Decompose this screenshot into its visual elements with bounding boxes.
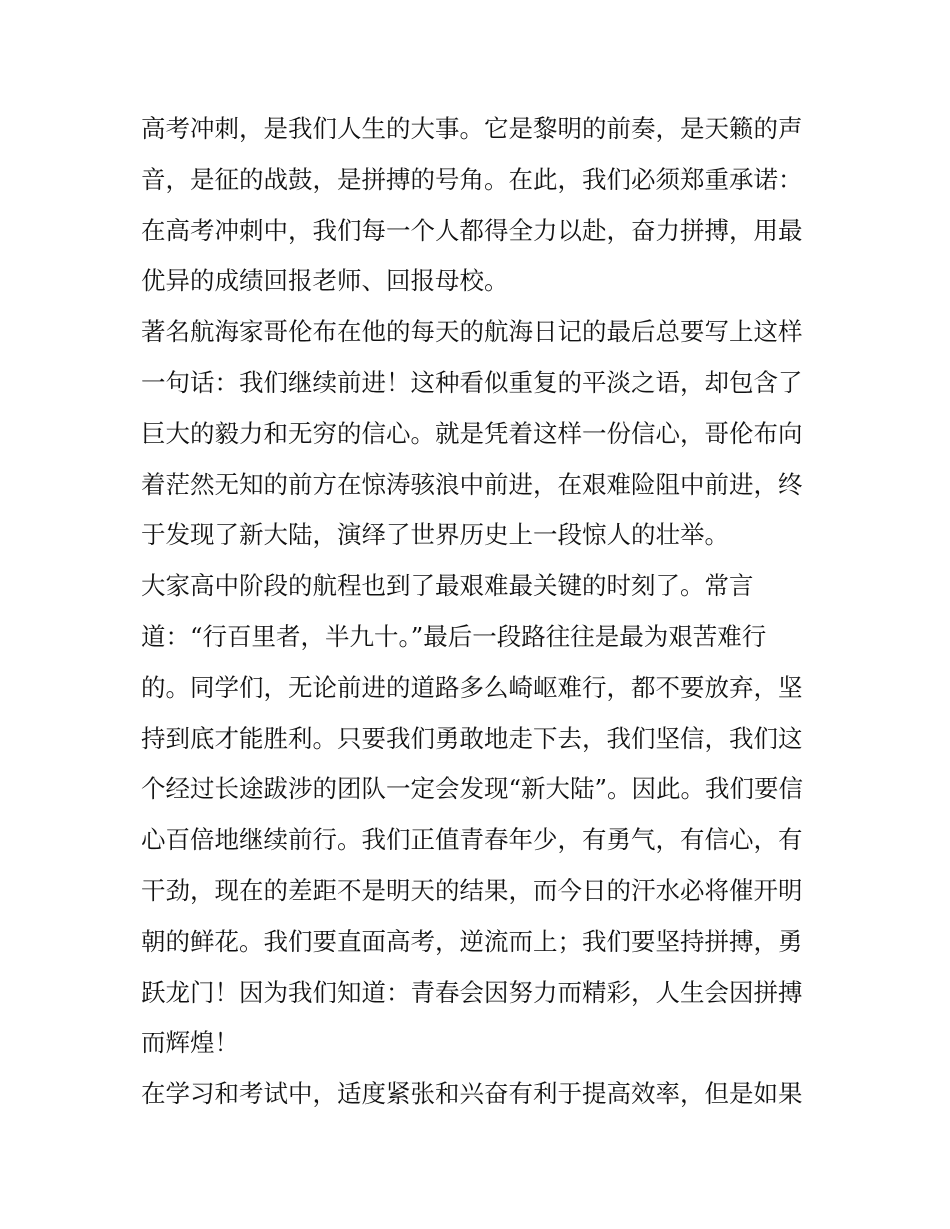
text-line: 个经过长途跋涉的团队一定会发现“新大陆”。因此。我们要信 [141, 774, 804, 804]
text-line: 跃龙门！因为我们知道：青春会因努力而精彩，人生会因拼搏 [141, 977, 803, 1007]
text-line: 在学习和考试中，适度紧张和兴奋有利于提高效率，但是如果 [141, 1079, 803, 1109]
text-line: 高考冲刺，是我们人生的大事。它是黎明的前奏，是天籁的声 [141, 114, 803, 143]
text-line: 一句话：我们继续前进！这种看似重复的平淡之语，却包含了 [141, 367, 803, 397]
text-line: 在高考冲刺中，我们每一个人都得全力以赴，奋力拼搏，用最 [141, 215, 803, 245]
text-line: 巨大的毅力和无穷的信心。就是凭着这样一份信心，哥伦布向 [141, 418, 803, 448]
text-line: 着茫然无知的前方在惊涛骇浪中前进，在艰难险阻中前进，终 [141, 469, 803, 499]
text-line: 持到底才能胜利。只要我们勇敢地走下去，我们坚信，我们这 [141, 723, 803, 753]
text-line: 优异的成绩回报老师、回报母校。 [141, 266, 509, 296]
text-line: 道：“行百里者，半九十。”最后一段路往往是最为艰苦难行 [141, 621, 767, 651]
text-line: 著名航海家哥伦布在他的每天的航海日记的最后总要写上这样 [141, 317, 803, 347]
text-line: 于发现了新大陆，演绎了世界历史上一段惊人的壮举。 [141, 520, 729, 550]
text-line: 干劲，现在的差距不是明天的结果，而今日的汗水必将催开明 [141, 875, 803, 905]
text-line: 朝的鲜花。我们要直面高考，逆流而上；我们要坚持拼搏，勇 [141, 926, 803, 956]
body-text [141, 104, 821, 1120]
text-line: 音，是征的战鼓，是拼搏的号角。在此，我们必须郑重承诺： [141, 164, 803, 194]
text-line: 的。同学们，无论前进的道路多么崎岖难行，都不要放弃，坚 [141, 672, 803, 702]
text-line: 而辉煌！ [141, 1028, 239, 1058]
text-line: 心百倍地继续前行。我们正值青春年少，有勇气，有信心，有 [141, 825, 803, 855]
text-line: 大家高中阶段的航程也到了最艰难最关键的时刻了。常言 [141, 571, 754, 601]
